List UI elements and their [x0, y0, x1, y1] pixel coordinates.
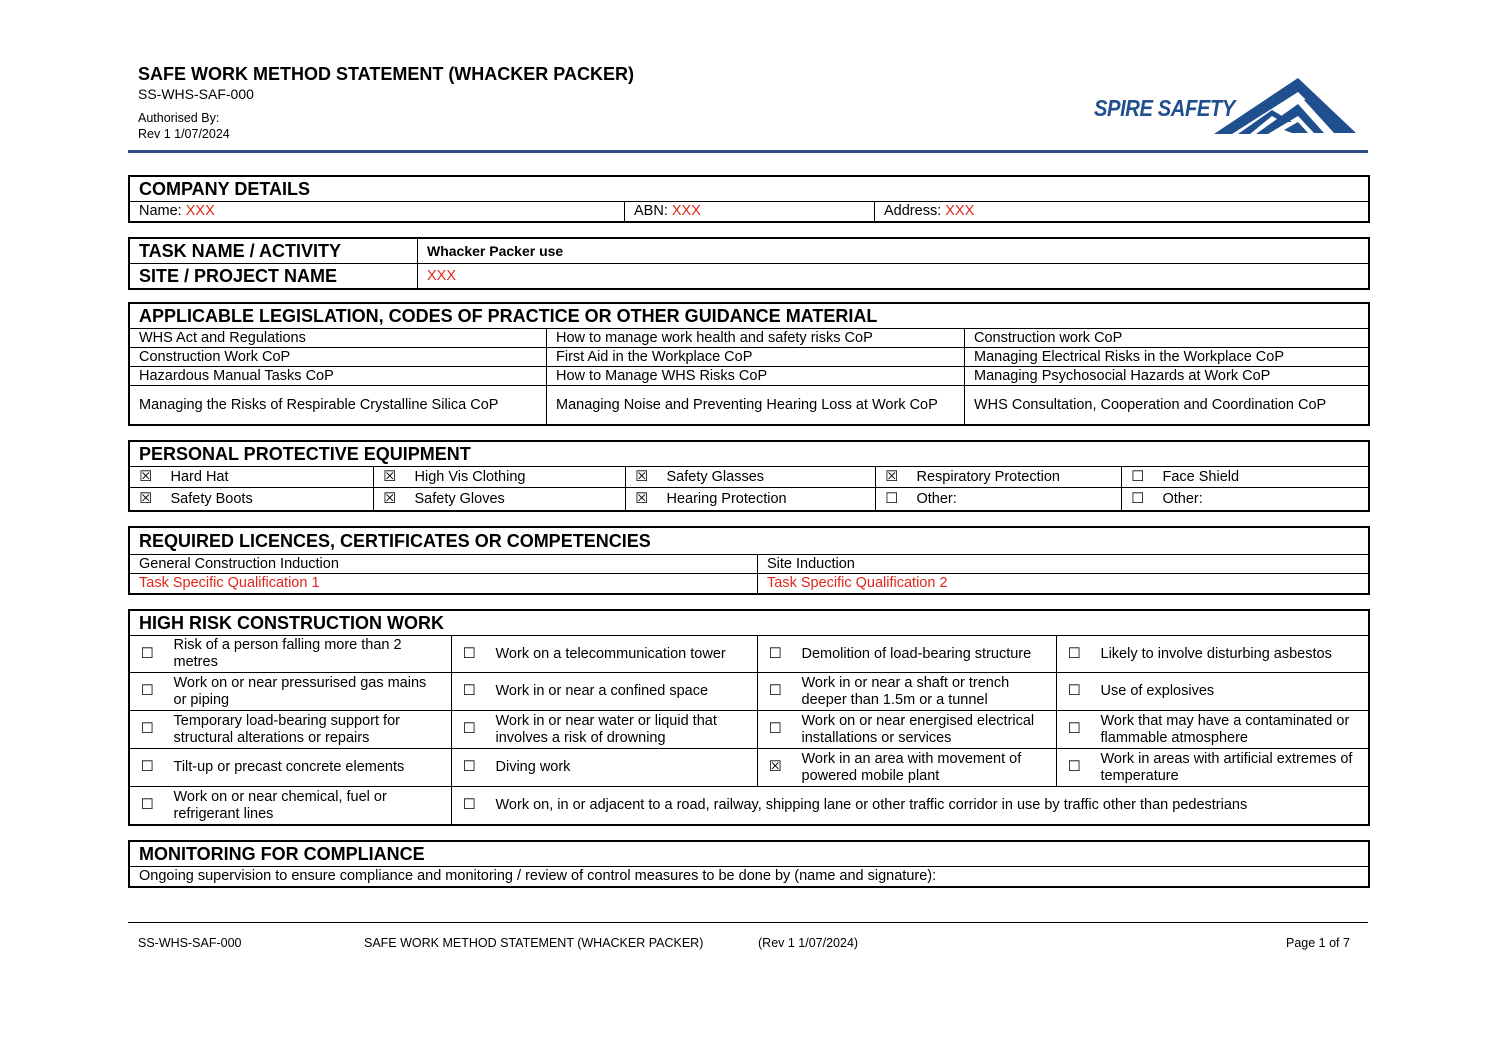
legislation-item: First Aid in the Workplace CoP [547, 348, 965, 367]
hrcw-label: Work on, in or adjacent to a road, railway, shipping lane or other traffic corridor in use by traffic other than pedestrians [487, 787, 1369, 825]
licence-item: General Construction Induction [130, 555, 758, 574]
logo-text: SPIRE SAFETY [1094, 95, 1235, 121]
hard-hat-label: Hard Hat [162, 467, 374, 488]
site-name-value: XXX [418, 264, 1369, 289]
company-address-cell: Address: XXX [875, 202, 1369, 222]
spire-safety-logo [1094, 78, 1356, 138]
legislation-item: Construction work CoP [965, 329, 1369, 348]
revision: Rev 1 1/07/2024 [138, 127, 230, 141]
high-vis-label: High Vis Clothing [406, 467, 626, 488]
hrcw-checkbox[interactable]: ☐ [452, 749, 487, 787]
hrcw-checkbox[interactable]: ☐ [130, 711, 165, 749]
legislation-item: Managing Noise and Preventing Hearing Loss at Work CoP [547, 386, 965, 425]
company-details-table [129, 176, 1369, 222]
hrcw-label: Work in or near water or liquid that involves a risk of drowning [487, 711, 758, 749]
hrcw-label: Use of explosives [1092, 673, 1369, 711]
hrcw-label: Work on a telecommunication tower [487, 636, 758, 673]
hrcw-checkbox[interactable]: ☐ [130, 636, 165, 673]
safety-gloves-label: Safety Gloves [406, 488, 626, 511]
hrcw-label: Work in an area with movement of powered mobile plant [793, 749, 1057, 787]
hrcw-checkbox[interactable]: ☐ [1057, 673, 1092, 711]
safety-boots-label: Safety Boots [162, 488, 374, 511]
footer-title: SAFE WORK METHOD STATEMENT (WHACKER PACKER) [364, 936, 704, 950]
task-name-label: TASK NAME / ACTIVITY [130, 239, 418, 264]
hrcw-label: Work in areas with artificial extremes of temperature [1092, 749, 1369, 787]
face-shield-label: Face Shield [1154, 467, 1369, 488]
company-name-value: XXX [185, 203, 215, 219]
respiratory-protection-label: Respiratory Protection [908, 467, 1122, 488]
legislation-item: How to manage work health and safety risks CoP [547, 329, 965, 348]
licences-heading: REQUIRED LICENCES, CERTIFICATES OR COMPETENCIES [130, 528, 1369, 555]
footer-page-number: Page 1 of 7 [1286, 936, 1350, 950]
authorised-by: Authorised By: [138, 111, 220, 125]
footer-rule [128, 922, 1368, 923]
footer-revision: (Rev 1 1/07/2024) [758, 936, 859, 950]
hrcw-checkbox[interactable]: ☐ [452, 711, 487, 749]
site-name-label: SITE / PROJECT NAME [130, 264, 418, 289]
hard-hat-checkbox[interactable]: ☒ [130, 467, 162, 488]
hrcw-label: Work on or near energised electrical installations or services [793, 711, 1057, 749]
licence-item: Task Specific Qualification 1 [130, 574, 758, 594]
hearing-protection-label: Hearing Protection [658, 488, 876, 511]
hrcw-label: Work in or near a shaft or trench deeper than 1.5m or a tunnel [793, 673, 1057, 711]
legislation-item: Managing Psychosocial Hazards at Work CoP [965, 367, 1369, 386]
safety-boots-checkbox[interactable]: ☒ [130, 488, 162, 511]
hrcw-label: Work on or near pressurised gas mains or piping [165, 673, 452, 711]
safety-gloves-checkbox[interactable]: ☒ [374, 488, 406, 511]
other-2-label: Other: [1154, 488, 1369, 511]
hrcw-checkbox[interactable]: ☐ [1057, 636, 1092, 673]
licence-item: Site Induction [758, 555, 1369, 574]
hrcw-label: Likely to involve disturbing asbestos [1092, 636, 1369, 673]
hrcw-checkbox[interactable]: ☐ [130, 787, 165, 825]
task-name-value: Whacker Packer use [418, 239, 1369, 264]
task-site-table [129, 238, 1369, 289]
ppe-heading: PERSONAL PROTECTIVE EQUIPMENT [130, 442, 1369, 467]
legislation-item: How to Manage WHS Risks CoP [547, 367, 965, 386]
hearing-protection-checkbox[interactable]: ☒ [626, 488, 658, 511]
hrcw-checkbox[interactable]: ☐ [758, 711, 793, 749]
legislation-heading: APPLICABLE LEGISLATION, CODES OF PRACTICE OR OTHER GUIDANCE MATERIAL [130, 304, 1369, 329]
safety-glasses-label: Safety Glasses [658, 467, 876, 488]
header-rule [128, 150, 1368, 153]
hrcw-label: Demolition of load-bearing structure [793, 636, 1057, 673]
legislation-table [129, 303, 1369, 425]
high-risk-construction-work-table [129, 610, 1369, 825]
legislation-item: Construction Work CoP [130, 348, 547, 367]
other-1-checkbox[interactable]: ☐ [876, 488, 908, 511]
safety-glasses-checkbox[interactable]: ☒ [626, 467, 658, 488]
hrcw-checkbox[interactable]: ☐ [452, 673, 487, 711]
document-code: SS-WHS-SAF-000 [138, 86, 254, 102]
hrcw-label: Temporary load-bearing support for structural alterations or repairs [165, 711, 452, 749]
hrcw-heading: HIGH RISK CONSTRUCTION WORK [130, 611, 1369, 636]
legislation-item: Managing Electrical Risks in the Workplace CoP [965, 348, 1369, 367]
hrcw-label: Diving work [487, 749, 758, 787]
hrcw-checkbox[interactable]: ☐ [130, 749, 165, 787]
legislation-item: Managing the Risks of Respirable Crystalline Silica CoP [130, 386, 547, 425]
company-abn-value: XXX [671, 203, 701, 219]
hrcw-checkbox[interactable]: ☐ [758, 673, 793, 711]
document-title: SAFE WORK METHOD STATEMENT (WHACKER PACKER) [138, 64, 634, 84]
company-abn-cell: ABN: XXX [625, 202, 875, 222]
licence-item: Task Specific Qualification 2 [758, 574, 1369, 594]
hrcw-label: Tilt-up or precast concrete elements [165, 749, 452, 787]
legislation-item: Hazardous Manual Tasks CoP [130, 367, 547, 386]
hrcw-checkbox[interactable]: ☐ [758, 636, 793, 673]
hrcw-checkbox[interactable]: ☐ [130, 673, 165, 711]
hrcw-checkbox[interactable]: ☐ [452, 636, 487, 673]
hrcw-label: Work on or near chemical, fuel or refrigerant lines [165, 787, 452, 825]
high-vis-checkbox[interactable]: ☒ [374, 467, 406, 488]
other-2-checkbox[interactable]: ☐ [1122, 488, 1154, 511]
face-shield-checkbox[interactable]: ☐ [1122, 467, 1154, 488]
legislation-item: WHS Consultation, Cooperation and Coordination CoP [965, 386, 1369, 425]
hrcw-label: Risk of a person falling more than 2 metres [165, 636, 452, 673]
hrcw-label: Work in or near a confined space [487, 673, 758, 711]
respiratory-protection-checkbox[interactable]: ☒ [876, 467, 908, 488]
monitoring-text: Ongoing supervision to ensure compliance and monitoring / review of control measures to be done by (name and signature): [130, 867, 1369, 887]
footer-code: SS-WHS-SAF-000 [138, 936, 242, 950]
hrcw-label: Work that may have a contaminated or flammable atmosphere [1092, 711, 1369, 749]
company-details-heading: COMPANY DETAILS [130, 177, 1369, 202]
company-name-cell: Name: XXX [130, 202, 625, 222]
company-address-value: XXX [945, 203, 975, 219]
mountain-logo-icon [1212, 78, 1356, 138]
legislation-item: WHS Act and Regulations [130, 329, 547, 348]
monitoring-table [129, 841, 1369, 887]
hrcw-checkbox[interactable]: ☐ [1057, 711, 1092, 749]
licences-table [129, 527, 1369, 594]
other-1-label: Other: [908, 488, 1122, 511]
hrcw-checkbox[interactable]: ☐ [1057, 749, 1092, 787]
monitoring-heading: MONITORING FOR COMPLIANCE [130, 842, 1369, 867]
ppe-table [129, 441, 1369, 511]
hrcw-checkbox[interactable]: ☒ [758, 749, 793, 787]
hrcw-checkbox[interactable]: ☐ [452, 787, 487, 825]
